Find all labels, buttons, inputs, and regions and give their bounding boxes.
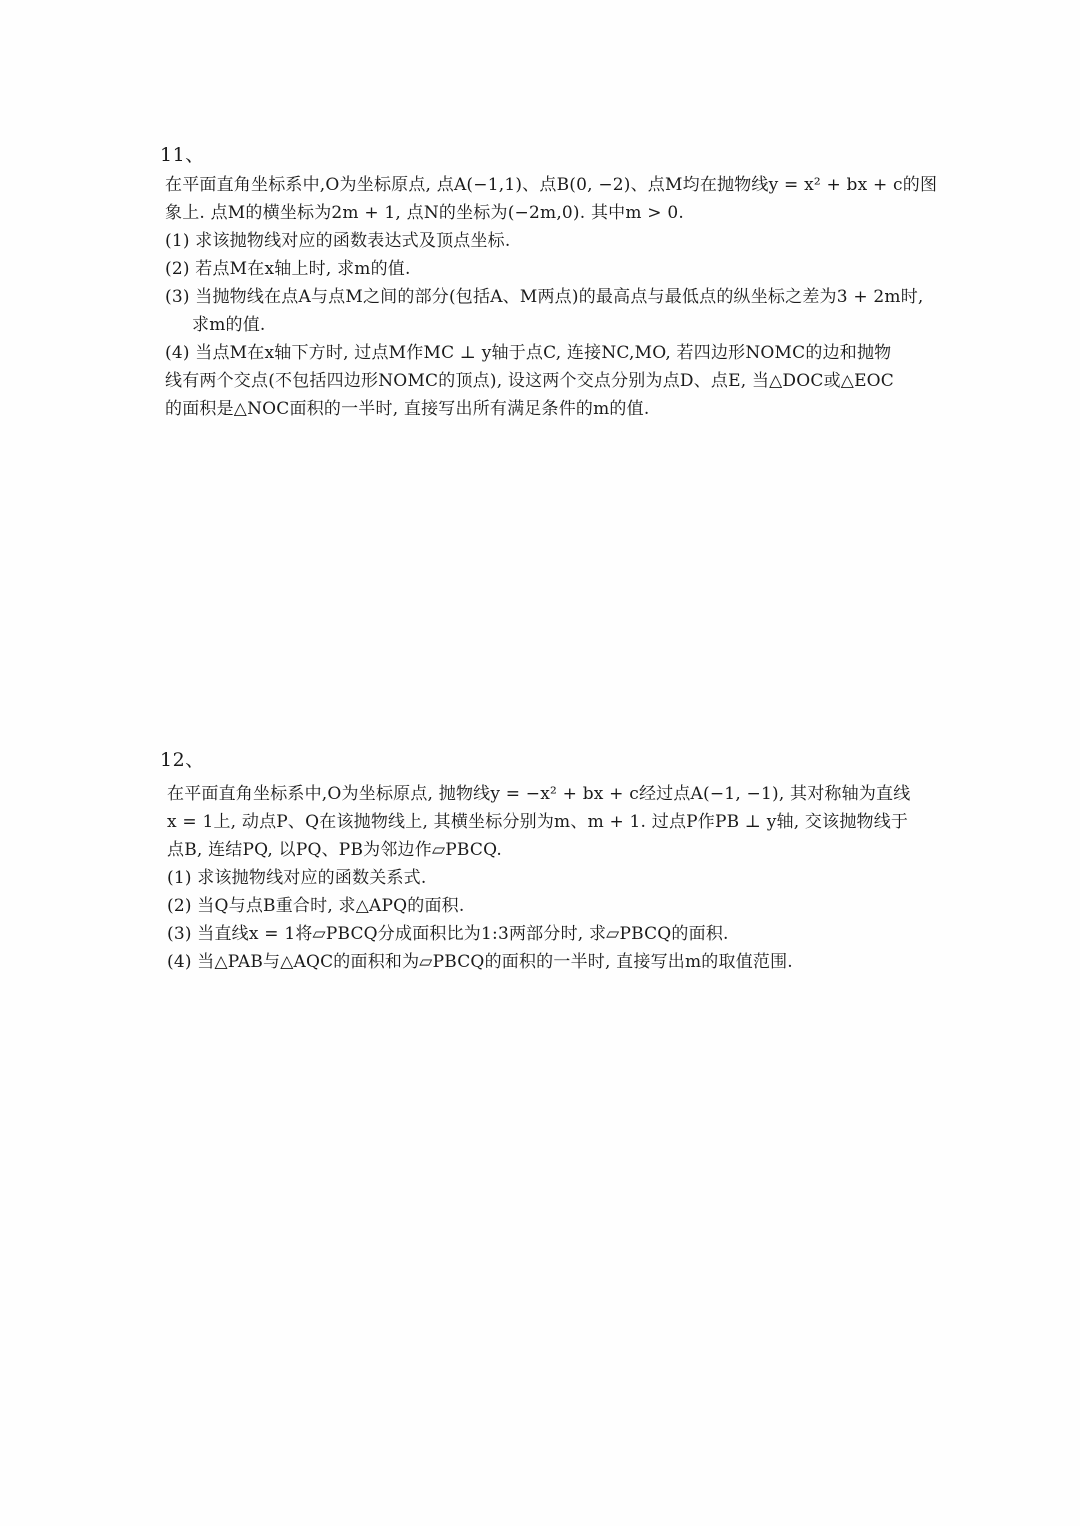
problem-text-line: x = 1上, 动点P、Q在该抛物线上, 其横坐标分别为m、m + 1. 过点P作PB ⊥ y轴, 交该抛物线于	[167, 812, 909, 832]
question-part-2: (2) 若点M在x轴上时, 求m的值.	[165, 259, 411, 279]
problem-text-line: 在平面直角坐标系中,O为坐标原点, 点A(−1,1)、点B(0, −2)、点M均在抛物线y = x² + bx + c的图	[165, 175, 938, 195]
problem-number: 11、	[160, 144, 205, 166]
question-part-3: (3) 当抛物线在点A与点M之间的部分(包括A、M两点)的最高点与最低点的纵坐标之差为3 + 2m时,	[165, 287, 924, 307]
question-part-1: (1) 求该抛物线对应的函数关系式.	[167, 868, 427, 888]
question-part-2: (2) 当Q与点B重合时, 求△APQ的面积.	[167, 896, 465, 916]
problem-text-line: 象上. 点M的横坐标为2m + 1, 点N的坐标为(−2m,0). 其中m > 0.	[165, 203, 684, 223]
problem-text-line: 点B, 连结PQ, 以PQ、PB为邻边作▱PBCQ.	[167, 840, 502, 860]
question-part-4: (4) 当△PAB与△AQC的面积和为▱PBCQ的面积的一半时, 直接写出m的取值范围.	[167, 952, 793, 972]
question-part-4-continued: 线有两个交点(不包括四边形NOMC的顶点), 设这两个交点分别为点D、点E, 当△DOC或△EOC	[165, 371, 895, 391]
question-part-3-continued: 求m的值.	[192, 315, 266, 335]
problem-text-line: 在平面直角坐标系中,O为坐标原点, 抛物线y = −x² + bx + c经过点A(−1, −1), 其对称轴为直线	[167, 784, 911, 804]
question-part-4: (4) 当点M在x轴下方时, 过点M作MC ⊥ y轴于点C, 连接NC,MO, 若四边形NOMC的边和抛物	[165, 343, 892, 363]
question-part-1: (1) 求该抛物线对应的函数表达式及顶点坐标.	[165, 231, 511, 251]
question-part-4-continued: 的面积是△NOC面积的一半时, 直接写出所有满足条件的m的值.	[165, 399, 650, 419]
question-part-3: (3) 当直线x = 1将▱PBCQ分成面积比为1:3两部分时, 求▱PBCQ的面积.	[167, 924, 729, 944]
problem-number: 12、	[160, 749, 205, 771]
